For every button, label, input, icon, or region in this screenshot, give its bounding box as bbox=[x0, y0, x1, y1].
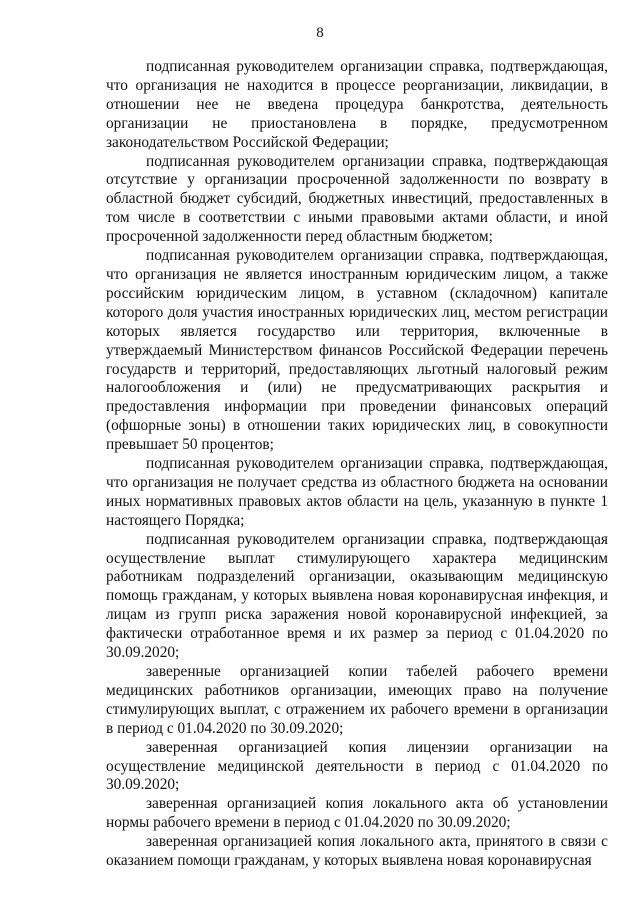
paragraph: подписанная руководителем организации справка, подтверждающая отсутствие у организации просроченной задолженности по возврату в областной бюджет субсидий, бюджетных инвестиций, предоставленных в том числе в соответствии с иными правовыми актами области, и иной просроченной задолженности перед областным бюджетом; bbox=[106, 152, 608, 246]
page-number: 8 bbox=[316, 25, 324, 41]
paragraph: заверенные организацией копии табелей рабочего времени медицинских работников организации, имеющих право на получение стимулирующих выплат, с отражением их рабочего времени в организации в период с 01.04.2020 по 30.09.2020; bbox=[106, 663, 608, 737]
paragraph: подписанная руководителем организации справка, подтверждающая, что организация не находится в процессе реорганизации, ликвидации, в отношении нее не введена процедура банкротства, деятельность организации не приостановлена в порядке, предусмотренном законодательством Российской Федерации; bbox=[106, 58, 608, 151]
paragraph: подписанная руководителем организации справка, подтверждающая, что организация не является иностранным юридическим лицом, а также российским юридическим лицом, в уставном (складочном) капитале которого доля участия иностранных юридических лиц, местом регистрации которых является государство или территория, включенные в утверждаемый Министерством финансов Российской Федерации перечень государств и территорий, предоставляющих льготный налоговый режим налогообложения и (или) не предусматривающих раскрытия и предоставления информации при проведении финансовых операций (офшорные зоны) в отношении таких юридических лиц, в совокупности превышает 50 процентов; bbox=[106, 247, 608, 454]
paragraph: заверенная организацией копия лицензии организации на осуществление медицинской деятельности в период с 01.04.2020 по 30.09.2020; bbox=[106, 738, 608, 794]
paragraph: заверенная организацией копия локального акта об установлении нормы рабочего времени в период с 01.04.2020 по 30.09.2020; bbox=[106, 795, 608, 832]
document-body bbox=[106, 58, 608, 871]
paragraph: подписанная руководителем организации справка, подтверждающая, что организация не получает средства из областного бюджета на основании иных нормативных правовых актов области на цель, указанную в пункте 1 настоящего Порядка; bbox=[106, 455, 608, 529]
paragraph: подписанная руководителем организации справка, подтверждающая осуществление выплат стимулирующего характера медицинским работникам подразделений организации, оказывающим медицинскую помощь гражданам, у которых выявлена новая коронавирусная инфекция, и лицам из групп риска заражения новой коронавирусной инфекцией, за фактически отработанное время и их размер за период с 01.04.2020 по 30.09.2020; bbox=[106, 530, 608, 662]
paragraph: заверенная организацией копия локального акта, принятого в связи с оказанием помощи гражданам, у которых выявлена новая коронавирусная bbox=[106, 833, 608, 870]
